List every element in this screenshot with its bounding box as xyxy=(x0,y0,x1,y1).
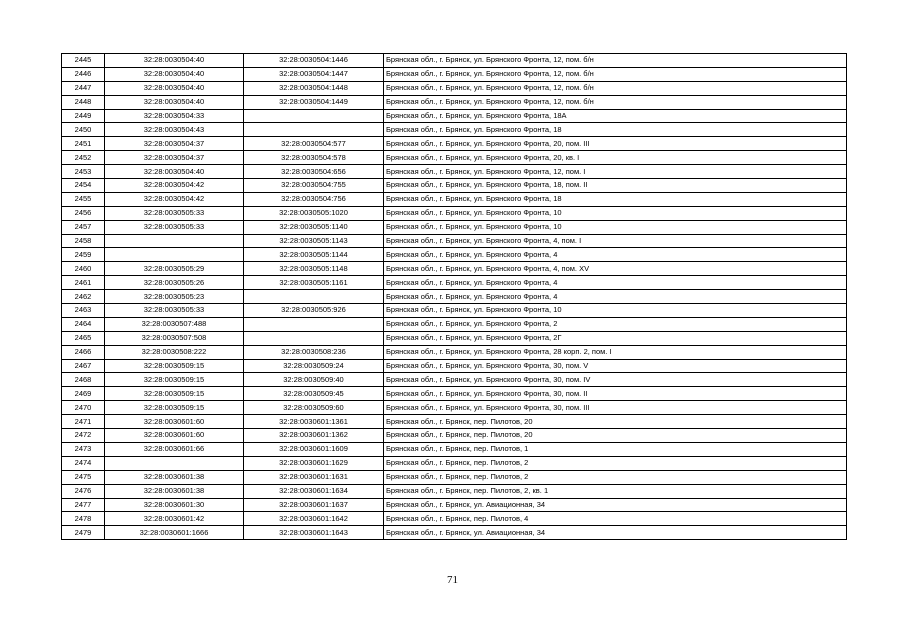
object-cadastral-number-cell xyxy=(244,290,384,304)
row-number-cell: 2469 xyxy=(62,387,105,401)
object-cadastral-number-cell: 32:28:0030504:578 xyxy=(244,151,384,165)
land-plot-cadastral-number-cell: 32:28:0030601:1666 xyxy=(105,526,244,540)
row-number-cell: 2459 xyxy=(62,248,105,262)
object-cadastral-number-cell: 32:28:0030505:926 xyxy=(244,304,384,318)
address-cell: Брянская обл., г. Брянск, ул. Брянского Фронта, 18 xyxy=(384,123,847,137)
row-number-cell: 2450 xyxy=(62,123,105,137)
address-cell: Брянская обл., г. Брянск, пер. Пилотов, 2 xyxy=(384,470,847,484)
land-plot-cadastral-number-cell: 32:28:0030504:40 xyxy=(105,81,244,95)
address-cell: Брянская обл., г. Брянск, ул. Брянского Фронта, 4, пом. XV xyxy=(384,262,847,276)
table-row xyxy=(62,290,847,304)
land-plot-cadastral-number-cell: 32:28:0030507:488 xyxy=(105,317,244,331)
table-row xyxy=(62,317,847,331)
table-row xyxy=(62,401,847,415)
row-number-cell: 2465 xyxy=(62,331,105,345)
address-cell: Брянская обл., г. Брянск, ул. Брянского Фронта, 30, пом. III xyxy=(384,401,847,415)
table-row xyxy=(62,498,847,512)
row-number-cell: 2474 xyxy=(62,456,105,470)
object-cadastral-number-cell: 32:28:0030601:1609 xyxy=(244,442,384,456)
address-cell: Брянская обл., г. Брянск, ул. Брянского Фронта, 30, пом. IV xyxy=(384,373,847,387)
object-cadastral-number-cell: 32:28:0030505:1020 xyxy=(244,206,384,220)
land-plot-cadastral-number-cell: 32:28:0030504:40 xyxy=(105,95,244,109)
land-plot-cadastral-number-cell: 32:28:0030504:43 xyxy=(105,123,244,137)
address-cell: Брянская обл., г. Брянск, ул. Брянского Фронта, 10 xyxy=(384,206,847,220)
object-cadastral-number-cell: 32:28:0030504:577 xyxy=(244,137,384,151)
object-cadastral-number-cell xyxy=(244,109,384,123)
address-cell: Брянская обл., г. Брянск, ул. Брянского Фронта, 12, пом. б/н xyxy=(384,54,847,68)
table-row xyxy=(62,192,847,206)
address-cell: Брянская обл., г. Брянск, ул. Брянского Фронта, 12, пом. б/н xyxy=(384,95,847,109)
address-cell: Брянская обл., г. Брянск, ул. Брянского Фронта, 10 xyxy=(384,220,847,234)
land-plot-cadastral-number-cell: 32:28:0030504:40 xyxy=(105,165,244,179)
table-row xyxy=(62,137,847,151)
table-row xyxy=(62,415,847,429)
table-row xyxy=(62,81,847,95)
object-cadastral-number-cell: 32:28:0030601:1362 xyxy=(244,429,384,443)
object-cadastral-number-cell: 32:28:0030601:1637 xyxy=(244,498,384,512)
object-cadastral-number-cell: 32:28:0030601:1629 xyxy=(244,456,384,470)
table-row xyxy=(62,179,847,193)
row-number-cell: 2472 xyxy=(62,429,105,443)
row-number-cell: 2456 xyxy=(62,206,105,220)
row-number-cell: 2468 xyxy=(62,373,105,387)
object-cadastral-number-cell xyxy=(244,331,384,345)
table-row xyxy=(62,512,847,526)
table-row xyxy=(62,373,847,387)
address-cell: Брянская обл., г. Брянск, пер. Пилотов, 1 xyxy=(384,442,847,456)
object-cadastral-number-cell: 32:28:0030505:1140 xyxy=(244,220,384,234)
address-cell: Брянская обл., г. Брянск, ул. Брянского Фронта, 4 xyxy=(384,248,847,262)
land-plot-cadastral-number-cell: 32:28:0030509:15 xyxy=(105,373,244,387)
land-plot-cadastral-number-cell xyxy=(105,248,244,262)
land-plot-cadastral-number-cell: 32:28:0030509:15 xyxy=(105,387,244,401)
table-row xyxy=(62,262,847,276)
row-number-cell: 2457 xyxy=(62,220,105,234)
object-cadastral-number-cell: 32:28:0030509:40 xyxy=(244,373,384,387)
land-plot-cadastral-number-cell: 32:28:0030505:33 xyxy=(105,304,244,318)
row-number-cell: 2473 xyxy=(62,442,105,456)
address-cell: Брянская обл., г. Брянск, ул. Брянского Фронта, 4 xyxy=(384,276,847,290)
address-cell: Брянская обл., г. Брянск, ул. Брянского Фронта, 4 xyxy=(384,290,847,304)
table-row xyxy=(62,304,847,318)
land-plot-cadastral-number-cell: 32:28:0030504:40 xyxy=(105,54,244,68)
object-cadastral-number-cell: 32:28:0030509:60 xyxy=(244,401,384,415)
row-number-cell: 2477 xyxy=(62,498,105,512)
table-row xyxy=(62,220,847,234)
land-plot-cadastral-number-cell: 32:28:0030505:33 xyxy=(105,220,244,234)
table-row xyxy=(62,345,847,359)
land-plot-cadastral-number-cell: 32:28:0030601:38 xyxy=(105,470,244,484)
address-cell: Брянская обл., г. Брянск, ул. Авиационная, 34 xyxy=(384,526,847,540)
table-row xyxy=(62,95,847,109)
object-cadastral-number-cell: 32:28:0030601:1634 xyxy=(244,484,384,498)
row-number-cell: 2449 xyxy=(62,109,105,123)
table-row xyxy=(62,151,847,165)
table-row xyxy=(62,165,847,179)
row-number-cell: 2461 xyxy=(62,276,105,290)
row-number-cell: 2451 xyxy=(62,137,105,151)
land-plot-cadastral-number-cell: 32:28:0030504:40 xyxy=(105,67,244,81)
land-plot-cadastral-number-cell: 32:28:0030505:26 xyxy=(105,276,244,290)
table-row xyxy=(62,234,847,248)
address-cell: Брянская обл., г. Брянск, ул. Брянского Фронта, 30, пом. V xyxy=(384,359,847,373)
row-number-cell: 2447 xyxy=(62,81,105,95)
address-cell: Брянская обл., г. Брянск, пер. Пилотов, 20 xyxy=(384,429,847,443)
land-plot-cadastral-number-cell xyxy=(105,456,244,470)
object-cadastral-number-cell: 32:28:0030504:1447 xyxy=(244,67,384,81)
row-number-cell: 2471 xyxy=(62,415,105,429)
object-cadastral-number-cell: 32:28:0030504:756 xyxy=(244,192,384,206)
row-number-cell: 2466 xyxy=(62,345,105,359)
object-cadastral-number-cell: 32:28:0030504:755 xyxy=(244,179,384,193)
object-cadastral-number-cell: 32:28:0030601:1643 xyxy=(244,526,384,540)
land-plot-cadastral-number-cell: 32:28:0030601:60 xyxy=(105,415,244,429)
table-row xyxy=(62,331,847,345)
object-cadastral-number-cell xyxy=(244,317,384,331)
table-row xyxy=(62,206,847,220)
page-number: 71 xyxy=(447,574,458,586)
table-row xyxy=(62,54,847,68)
land-plot-cadastral-number-cell: 32:28:0030601:30 xyxy=(105,498,244,512)
land-plot-cadastral-number-cell: 32:28:0030504:33 xyxy=(105,109,244,123)
land-plot-cadastral-number-cell: 32:28:0030507:508 xyxy=(105,331,244,345)
object-cadastral-number-cell: 32:28:0030509:45 xyxy=(244,387,384,401)
land-plot-cadastral-number-cell: 32:28:0030601:38 xyxy=(105,484,244,498)
row-number-cell: 2478 xyxy=(62,512,105,526)
object-cadastral-number-cell: 32:28:0030505:1148 xyxy=(244,262,384,276)
address-cell: Брянская обл., г. Брянск, ул. Брянского Фронта, 12, пом. I xyxy=(384,165,847,179)
row-number-cell: 2467 xyxy=(62,359,105,373)
object-cadastral-number-cell: 32:28:0030504:1448 xyxy=(244,81,384,95)
row-number-cell: 2446 xyxy=(62,67,105,81)
table-row xyxy=(62,526,847,540)
row-number-cell: 2470 xyxy=(62,401,105,415)
row-number-cell: 2462 xyxy=(62,290,105,304)
row-number-cell: 2475 xyxy=(62,470,105,484)
table-row xyxy=(62,456,847,470)
table-row xyxy=(62,67,847,81)
table-row xyxy=(62,248,847,262)
address-cell: Брянская обл., г. Брянск, ул. Брянского Фронта, 30, пом. II xyxy=(384,387,847,401)
address-cell: Брянская обл., г. Брянск, ул. Брянского Фронта, 28 корп. 2, пом. I xyxy=(384,345,847,359)
address-cell: Брянская обл., г. Брянск, ул. Брянского Фронта, 18 xyxy=(384,192,847,206)
land-plot-cadastral-number-cell: 32:28:0030601:42 xyxy=(105,512,244,526)
table-row xyxy=(62,484,847,498)
table-row xyxy=(62,359,847,373)
land-plot-cadastral-number-cell: 32:28:0030508:222 xyxy=(105,345,244,359)
row-number-cell: 2463 xyxy=(62,304,105,318)
object-cadastral-number-cell: 32:28:0030505:1143 xyxy=(244,234,384,248)
address-cell: Брянская обл., г. Брянск, ул. Брянского Фронта, 12, пом. б/н xyxy=(384,81,847,95)
row-number-cell: 2445 xyxy=(62,54,105,68)
register-table-body xyxy=(62,54,847,540)
object-cadastral-number-cell: 32:28:0030504:1449 xyxy=(244,95,384,109)
land-plot-cadastral-number-cell: 32:28:0030601:60 xyxy=(105,429,244,443)
row-number-cell: 2460 xyxy=(62,262,105,276)
row-number-cell: 2476 xyxy=(62,484,105,498)
object-cadastral-number-cell: 32:28:0030504:656 xyxy=(244,165,384,179)
land-plot-cadastral-number-cell: 32:28:0030504:37 xyxy=(105,137,244,151)
row-number-cell: 2454 xyxy=(62,179,105,193)
object-cadastral-number-cell: 32:28:0030504:1446 xyxy=(244,54,384,68)
row-number-cell: 2452 xyxy=(62,151,105,165)
row-number-cell: 2464 xyxy=(62,317,105,331)
row-number-cell: 2448 xyxy=(62,95,105,109)
address-cell: Брянская обл., г. Брянск, ул. Брянского Фронта, 12, пом. б/н xyxy=(384,67,847,81)
land-plot-cadastral-number-cell: 32:28:0030504:42 xyxy=(105,179,244,193)
land-plot-cadastral-number-cell xyxy=(105,234,244,248)
address-cell: Брянская обл., г. Брянск, ул. Брянского Фронта, 2Г xyxy=(384,331,847,345)
row-number-cell: 2453 xyxy=(62,165,105,179)
address-cell: Брянская обл., г. Брянск, ул. Брянского Фронта, 2 xyxy=(384,317,847,331)
address-cell: Брянская обл., г. Брянск, ул. Брянского Фронта, 10 xyxy=(384,304,847,318)
address-cell: Брянская обл., г. Брянск, ул. Брянского Фронта, 20, кв. I xyxy=(384,151,847,165)
table-row xyxy=(62,123,847,137)
table-row xyxy=(62,442,847,456)
land-plot-cadastral-number-cell: 32:28:0030504:42 xyxy=(105,192,244,206)
table-row xyxy=(62,470,847,484)
land-plot-cadastral-number-cell: 32:28:0030601:66 xyxy=(105,442,244,456)
address-cell: Брянская обл., г. Брянск, пер. Пилотов, 20 xyxy=(384,415,847,429)
object-cadastral-number-cell: 32:28:0030505:1161 xyxy=(244,276,384,290)
land-plot-cadastral-number-cell: 32:28:0030505:33 xyxy=(105,206,244,220)
table-row xyxy=(62,387,847,401)
address-cell: Брянская обл., г. Брянск, пер. Пилотов, 2 xyxy=(384,456,847,470)
row-number-cell: 2458 xyxy=(62,234,105,248)
address-cell: Брянская обл., г. Брянск, ул. Брянского Фронта, 18А xyxy=(384,109,847,123)
land-plot-cadastral-number-cell: 32:28:0030509:15 xyxy=(105,359,244,373)
address-cell: Брянская обл., г. Брянск, ул. Авиационная, 34 xyxy=(384,498,847,512)
object-cadastral-number-cell: 32:28:0030601:1631 xyxy=(244,470,384,484)
row-number-cell: 2479 xyxy=(62,526,105,540)
object-cadastral-number-cell: 32:28:0030508:236 xyxy=(244,345,384,359)
object-cadastral-number-cell: 32:28:0030601:1361 xyxy=(244,415,384,429)
address-cell: Брянская обл., г. Брянск, ул. Брянского Фронта, 18, пом. II xyxy=(384,179,847,193)
address-cell: Брянская обл., г. Брянск, ул. Брянского Фронта, 20, пом. III xyxy=(384,137,847,151)
object-cadastral-number-cell: 32:28:0030509:24 xyxy=(244,359,384,373)
address-cell: Брянская обл., г. Брянск, пер. Пилотов, 2, кв. 1 xyxy=(384,484,847,498)
land-plot-cadastral-number-cell: 32:28:0030504:37 xyxy=(105,151,244,165)
cadastral-register-table xyxy=(61,53,847,540)
land-plot-cadastral-number-cell: 32:28:0030509:15 xyxy=(105,401,244,415)
object-cadastral-number-cell xyxy=(244,123,384,137)
object-cadastral-number-cell: 32:28:0030505:1144 xyxy=(244,248,384,262)
table-row xyxy=(62,276,847,290)
table-row xyxy=(62,109,847,123)
address-cell: Брянская обл., г. Брянск, пер. Пилотов, 4 xyxy=(384,512,847,526)
land-plot-cadastral-number-cell: 32:28:0030505:23 xyxy=(105,290,244,304)
object-cadastral-number-cell: 32:28:0030601:1642 xyxy=(244,512,384,526)
address-cell: Брянская обл., г. Брянск, ул. Брянского Фронта, 4, пом. I xyxy=(384,234,847,248)
land-plot-cadastral-number-cell: 32:28:0030505:29 xyxy=(105,262,244,276)
row-number-cell: 2455 xyxy=(62,192,105,206)
table-row xyxy=(62,429,847,443)
